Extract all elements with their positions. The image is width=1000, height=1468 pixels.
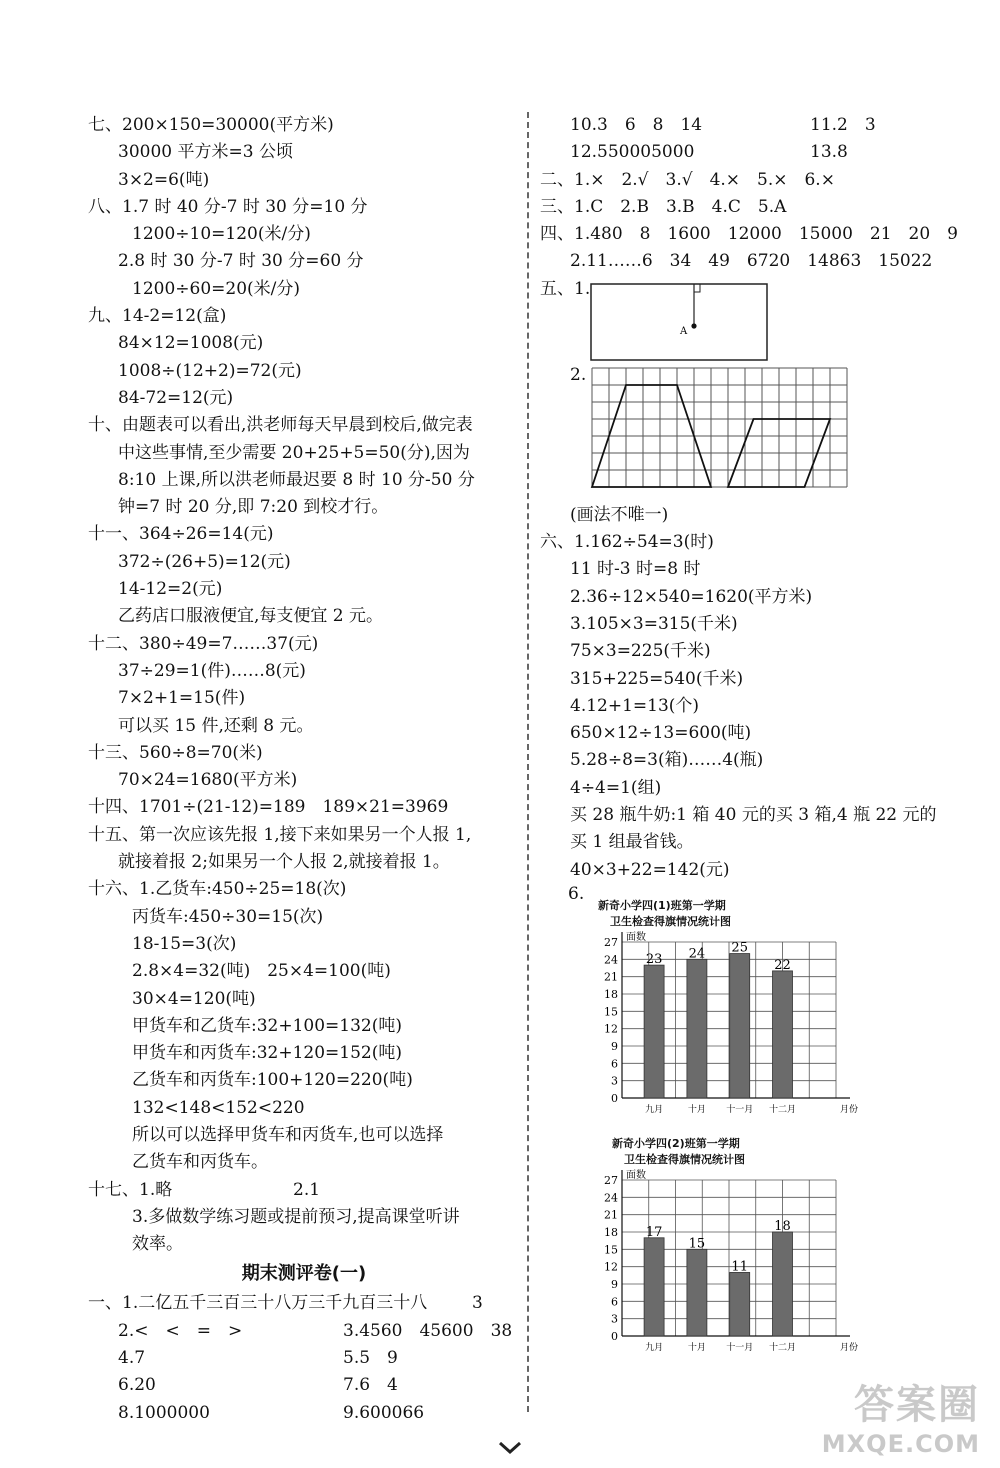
answer-line: 8:10 上课,所以洪老师最迟要 8 时 10 分-50 分	[118, 469, 475, 490]
x-tick-label: 十月	[687, 1104, 706, 1115]
answer-line: 650×12÷13=600(吨)	[570, 723, 752, 744]
answer-line: 1200÷10=120(米/分)	[132, 224, 311, 245]
y-tick-label: 21	[604, 970, 618, 984]
answer-label: 2.	[570, 364, 587, 385]
data-label: 11	[731, 1259, 748, 1275]
answer-line: 315+225=540(千米)	[570, 668, 744, 689]
y-tick-label: 3	[611, 1312, 618, 1326]
x-axis-label: 月份	[840, 1104, 859, 1115]
answer-line: 三、1.C 2.B 3.B 4.C 5.A	[540, 196, 787, 217]
answer-line: 可以买 15 件,还剩 8 元。	[118, 715, 314, 736]
answer-label: 6.	[568, 883, 585, 904]
answer-line: 11 时-3 时=8 时	[570, 559, 701, 580]
grid-figure	[540, 362, 980, 502]
answer-cell: 9.600066	[343, 1402, 425, 1423]
answer-line: 4÷4=1(组)	[570, 777, 662, 798]
left-column	[88, 112, 520, 1427]
answer-line: 2.8 时 30 分-7 时 30 分=60 分	[118, 251, 364, 272]
answer-cell: 10.3 6 8 14	[570, 115, 703, 135]
answer-line: 132<148<152<220	[132, 1097, 305, 1118]
answer-line: 1200÷60=20(米/分)	[132, 278, 301, 299]
answer-line: 钟=7 时 20 分,即 7:20 到校才行。	[118, 497, 389, 518]
answer-cell: 6.20	[118, 1375, 156, 1396]
answer-line: 2.36÷12×540=1620(平方米)	[570, 586, 813, 607]
y-tick-label: 27	[604, 935, 618, 949]
x-tick-label: 十月	[687, 1342, 706, 1353]
watermark-title: 答案圈	[854, 1382, 980, 1428]
answer-cell: 7.6 4	[343, 1375, 398, 1396]
answer-line: 十六、1.乙货车:450÷25=18(次)	[88, 879, 347, 900]
data-label: 23	[645, 952, 663, 968]
answer-line: 30×4=120(吨)	[132, 988, 256, 1009]
answer-cell: 12.550005000	[570, 142, 695, 163]
answer-label: 五、1.	[540, 278, 591, 299]
chevron-down-icon	[498, 1440, 522, 1456]
watermark-url: MXQE.COM	[821, 1430, 980, 1458]
answer-line: 六、1.162÷54=3(时)	[540, 532, 714, 553]
answer-line	[540, 139, 980, 166]
answer-line	[88, 1400, 520, 1427]
y-tick-label: 9	[611, 1277, 618, 1291]
answer-line: 75×3=225(千米)	[570, 641, 711, 662]
answer-cell: 11.2 3	[810, 115, 876, 135]
answer-line: 3.105×3=315(千米)	[570, 613, 738, 634]
bar-chart	[580, 1166, 880, 1376]
bar-chart	[580, 928, 880, 1138]
answer-line: 中这些事情,至少需要 20+25+5=50(分),因为	[118, 442, 470, 463]
right-column	[540, 112, 980, 1376]
x-tick-label: 九月	[645, 1342, 664, 1353]
y-tick-label: 9	[611, 1039, 618, 1053]
answer-line: 5.28÷8=3(箱)……4(瓶)	[570, 750, 764, 771]
column-divider	[527, 112, 529, 1412]
y-axis-label: 面数	[626, 931, 646, 943]
answer-line: 7×2+1=15(件)	[118, 688, 246, 709]
y-tick-label: 6	[611, 1295, 618, 1309]
answer-cell: 2.< < = >	[118, 1320, 243, 1341]
y-tick-label: 27	[604, 1173, 618, 1187]
answer-line: 3.多做数学练习题或提前预习,提高课堂听讲	[132, 1206, 460, 1227]
y-tick-label: 0	[611, 1091, 618, 1105]
answer-cell: 2.1	[293, 1179, 321, 1200]
y-tick-label: 24	[604, 953, 618, 967]
answer-line	[88, 1290, 520, 1317]
answer-line: (画法不唯一)	[570, 504, 669, 525]
answer-line: 十五、第一次应该先报 1,接下来如果另一个人报 1,	[88, 824, 472, 845]
answer-line: 乙药店口服液便宜,每支便宜 2 元。	[118, 606, 384, 627]
bar	[773, 1232, 793, 1336]
y-tick-label: 15	[604, 1005, 618, 1019]
answer-cell: 8.1000000	[118, 1402, 210, 1423]
bar	[730, 1272, 750, 1336]
answer-line: 372÷(26+5)=12(元)	[118, 551, 291, 572]
y-tick-label: 15	[604, 1243, 618, 1257]
perpendicular-diagram	[590, 276, 820, 362]
x-tick-label: 十一月	[726, 1104, 754, 1115]
y-tick-label: 18	[604, 987, 618, 1001]
chart-title: 新奇小学四(2)班第一学期	[612, 1136, 740, 1150]
answer-cell: 4.7	[118, 1348, 146, 1369]
data-label: 25	[731, 940, 748, 956]
bar	[644, 965, 664, 1098]
answer-line: 二、1.× 2.√ 3.√ 4.× 5.× 6.×	[540, 169, 835, 190]
answer-line: 乙货车和丙货车:100+120=220(吨)	[132, 1070, 413, 1091]
answer-line: 四、1.480 8 1600 12000 15000 21 20 9	[540, 224, 958, 245]
answer-line: 甲货车和乙货车:32+100=132(吨)	[132, 1015, 403, 1036]
answer-line: 40×3+22=142(元)	[570, 859, 730, 880]
chart-subtitle: 卫生检查得旗情况统计图	[624, 1152, 745, 1166]
answer-cell: 十七、1.略	[88, 1179, 173, 1200]
answer-line: 八、1.7 时 40 分-7 时 30 分=10 分	[88, 196, 368, 217]
answer-line: 甲货车和丙货车:32+120=152(吨)	[132, 1043, 403, 1064]
answer-line: 70×24=1680(平方米)	[118, 770, 298, 791]
answer-line: 30000 平方米=3 公顷	[118, 142, 293, 163]
data-label: 18	[774, 1218, 791, 1234]
section-title: 期末测评卷(一)	[241, 1263, 367, 1285]
answer-line	[88, 1318, 520, 1345]
chart-class1	[540, 884, 980, 1136]
bar	[773, 971, 793, 1098]
x-tick-label: 十二月	[768, 1342, 797, 1353]
answer-line: 2.8×4=32(吨) 25×4=100(吨)	[132, 961, 391, 982]
data-label: 17	[645, 1224, 663, 1240]
answer-line: 十三、560÷8=70(米)	[88, 742, 263, 763]
y-axis-label: 面数	[626, 1169, 646, 1181]
chart-title: 新奇小学四(1)班第一学期	[598, 898, 726, 912]
rectangle-figure	[540, 276, 980, 362]
y-tick-label: 21	[604, 1208, 618, 1222]
answer-line	[88, 1372, 520, 1399]
grid-diagram	[590, 366, 850, 506]
answer-line: 所以可以选择甲货车和丙货车,也可以选择	[132, 1124, 444, 1145]
x-tick-label: 十二月	[768, 1104, 797, 1115]
answer-line: 14-12=2(元)	[118, 579, 223, 600]
answer-cell: 3.4560 45600 38	[343, 1320, 513, 1341]
answer-line: 1008÷(12+2)=72(元)	[118, 360, 302, 381]
data-label: 24	[688, 946, 706, 962]
answer-line: 十一、364÷26=14(元)	[88, 524, 274, 545]
answer-line	[88, 1345, 520, 1372]
answer-cell: 3	[472, 1293, 483, 1314]
answer-line: 84-72=12(元)	[118, 387, 234, 408]
answer-line: 18-15=3(次)	[132, 933, 237, 954]
chart-subtitle: 卫生检查得旗情况统计图	[610, 914, 731, 928]
answer-line: 十二、380÷49=7……37(元)	[88, 633, 319, 654]
chart-class2	[540, 1136, 980, 1376]
data-label: 22	[774, 957, 791, 973]
x-tick-label: 十一月	[726, 1342, 754, 1353]
answer-line: 乙货车和丙货车。	[132, 1152, 268, 1173]
y-tick-label: 12	[604, 1022, 618, 1036]
bar	[687, 959, 707, 1098]
bar	[730, 953, 750, 1097]
answer-line: 七、200×150=30000(平方米)	[88, 115, 334, 135]
y-tick-label: 18	[604, 1225, 618, 1239]
y-tick-label: 24	[604, 1191, 618, 1205]
bar	[644, 1238, 664, 1336]
answer-line: 买 1 组最省钱。	[570, 832, 694, 853]
bar	[687, 1249, 707, 1336]
x-axis-label: 月份	[840, 1342, 859, 1353]
answer-line: 4.12+1=13(个)	[570, 695, 700, 716]
answer-line: 买 28 瓶牛奶:1 箱 40 元的买 3 箱,4 瓶 22 元的	[570, 805, 937, 826]
answer-cell: 5.5 9	[343, 1348, 398, 1369]
answer-line: 就接着报 2;如果另一个人报 2,就接着报 1。	[118, 852, 450, 873]
y-tick-label: 3	[611, 1074, 618, 1088]
point-label: A	[680, 325, 688, 337]
answer-line: 九、14-2=12(盒)	[88, 306, 227, 327]
answer-line	[88, 1177, 520, 1204]
y-tick-label: 6	[611, 1057, 618, 1071]
answer-line: 效率。	[132, 1234, 183, 1255]
answer-line	[540, 112, 980, 139]
x-tick-label: 九月	[645, 1104, 664, 1115]
watermark	[822, 1373, 980, 1458]
answer-cell: 一、1.二亿五千三百三十八万三千九百三十八	[88, 1293, 428, 1314]
data-label: 15	[688, 1236, 706, 1252]
answer-line: 84×12=1008(元)	[118, 333, 264, 354]
y-tick-label: 12	[604, 1260, 618, 1274]
y-tick-label: 0	[611, 1329, 618, 1343]
answer-line: 2.11……6 34 49 6720 14863 15022	[570, 251, 933, 272]
answer-line: 3×2=6(吨)	[118, 169, 210, 190]
answer-cell: 13.8	[810, 142, 848, 163]
answer-line: 十、由题表可以看出,洪老师每天早晨到校后,做完表	[88, 415, 473, 436]
answer-line: 37÷29=1(件)……8(元)	[118, 660, 306, 681]
answer-line: 十四、1701÷(21-12)=189 189×21=3969	[88, 797, 449, 818]
answer-line: 丙货车:450÷30=15(次)	[132, 906, 324, 927]
